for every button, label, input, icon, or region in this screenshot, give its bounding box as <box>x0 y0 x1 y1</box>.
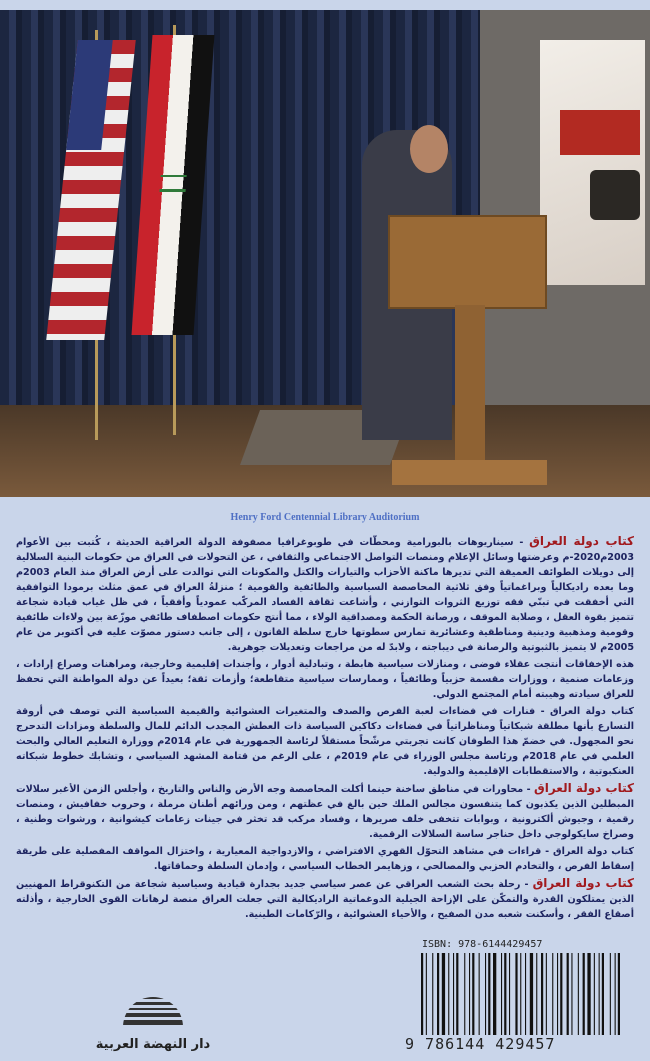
barcode-bar <box>442 953 445 1035</box>
barcode-bar <box>530 953 533 1035</box>
barcode-bar <box>567 953 569 1035</box>
barcode-bar <box>557 953 558 1035</box>
barcode-bar <box>488 953 490 1035</box>
barcode-bar <box>504 953 506 1035</box>
barcode-bar <box>552 953 553 1035</box>
cover-photo <box>0 10 650 497</box>
barcode-bar <box>509 953 510 1035</box>
barcode-bar <box>536 953 537 1035</box>
podium <box>388 215 547 309</box>
barcode-bar <box>421 953 423 1035</box>
barcode-bar <box>472 953 474 1035</box>
barcode-bar <box>437 953 439 1035</box>
barcode-bar <box>560 953 562 1035</box>
barcode-icon <box>419 953 624 1035</box>
paragraph <box>16 657 634 702</box>
barcode-bar <box>493 953 496 1035</box>
barcode-bar <box>525 953 526 1035</box>
barcode-bar <box>469 953 470 1035</box>
top-margin <box>0 0 650 10</box>
podium-base <box>392 460 547 485</box>
barcode-bar <box>615 953 616 1035</box>
barcode-bar <box>587 953 590 1035</box>
paragraph-text: هذه الإخفاقات أنتجت عقلاء فوضى ، ومنازلات سياسية هابطة ، وتبادلية أدوار ، وأجندات إقليمية وخارجية، ومراهنات وصراع إرادات ، وزعامات صنمية ، ووزارات مقسمة حزبياً وطائفياً ، وممارسات سياسية متقاطعة؛ وأزمات ثقة؛ بعيداً عن دولة المواطنة التي تحفظ للعراق سيادته وهيبته أمام المجتمع الدولي. <box>16 659 634 700</box>
barcode-bar <box>583 953 585 1035</box>
barcode-bar <box>453 953 454 1035</box>
projection-screen <box>540 40 645 285</box>
podium-stand <box>455 305 485 470</box>
back-cover-text <box>16 534 634 922</box>
paragraph <box>16 876 634 922</box>
barcode-bar <box>618 953 620 1035</box>
paragraph-lead: كتاب دولة العراق <box>529 534 634 548</box>
barcode-bar <box>610 953 611 1035</box>
paragraph-text: - سيناريوهات بالبورامية ومحطّات في طوبوغرافيا مصفوفة الدولة العراقية الحديثة ، كُتبت بين الأعوام 2003م2020-م وعرضتها وسائل الإعلام ومنصات التواصل الاجتماعي والثقافي ، عن التحولات في العراق من حكومات البنية السلالية إلى دويلات الطوائف العميقة التي تديرها ماكنة الأحزاب والتيارات والكتل والمكونات التي توالدت على أرض العراق منذ العام 2003م وما بعده راديكالياً وبراغماتياً وفق ثلاثية المحاصصة السياسية والطائفية والقومية ؛ منزلةُ العراق في عمق مثلث برمودا التوافقية التي أخفقت في تبنّي فقه توزيع الثروات التوازني ، وأشاعت ثقافة الفساد المركّب عمودياً وأفقياً ، في ظل غياب قيادة شجاعة تتميز بقوة العقل ، وصلابة الموقف ، ورصانة الحكمة ومصداقية الولاء ، مما أنتج حكومات اصطفاف طائفي موزّعة بين ولاءات طائفية وقومية ومذهبية ودينية ومناطقية وعشائرية تمارس سطوتها خارج سلطة القانون ، إلى جانب دستور مصوّت عليه في أكتوبر من عام 2005م لا يتميز بالثبوتية والرصانة في ديباجته ، ولابدّ له من مراجعات وتعديلات جوهرية. <box>16 537 634 653</box>
barcode-number: 9 786144 429457 <box>405 1035 556 1053</box>
speaker-head <box>410 125 448 173</box>
barcode-bar <box>599 953 600 1035</box>
barcode-bar <box>602 953 604 1035</box>
paragraph <box>16 704 634 779</box>
barcode-bar <box>464 953 465 1035</box>
isbn-label: ISBN: 978-6144429457 <box>422 939 543 950</box>
publisher-block <box>95 987 211 1053</box>
barcode-bar <box>456 953 458 1035</box>
photo-caption: Henry Ford Centennial Library Auditorium <box>230 512 420 523</box>
paragraph <box>16 844 634 874</box>
barcode-bar <box>501 953 502 1035</box>
barcode-bar <box>546 953 547 1035</box>
barcode-bar <box>520 953 521 1035</box>
barcode-bar <box>571 953 572 1035</box>
barcode-bar <box>515 953 517 1035</box>
isbn-block <box>405 938 625 1053</box>
paragraph <box>16 534 634 655</box>
barcode-bar <box>479 953 480 1035</box>
barcode-bar <box>578 953 579 1035</box>
paragraph-text: - محاورات في مناطق ساخنة حينما أكلت المحاصصة وجه الأرض والناس والتاريخ ، وأجلس الزمن الأغبر سلالات المبطلين الذين يكذبون كما يتنفسون مجالس الملك حين بالغ في عظتهم ، ومن ورائهم أطنان مرملة ، وحروب خفافيش ، ومنصات رقمية ، وجيوش ألكترونية ، وبوابات تتخفى خلف صريرها ، وفساد مركب قد تخثر في جينات زعامات كيشوانية ، ورشوات وطنية ، وصراخ سايكولوجي داخل حناجر ساسة السلالات الرقمية. <box>16 784 634 840</box>
publisher-name: دار النهضة العربية <box>95 1037 211 1052</box>
paragraph-text: كتاب دولة العراق - قراءات في مشاهد التحوّل القهري الافتراضي ، والازدواجية المعيارية ، واختزال المواقف المفصلية على طريقة إسقاط الفرص ، والتخادم الحزبي والمصالحي ، وزهايمر الخطاب السياسي ، وإدمان السلطة وحماقاتها. <box>16 846 634 872</box>
publisher-logo-icon <box>120 987 186 1033</box>
barcode-bar <box>541 953 543 1035</box>
paragraph <box>16 781 634 842</box>
paragraph-text: - رحلة بحث الشعب العراقي عن عصر سياسي جديد بجدارة قيادية وسياسية شجاعة من التكنوقراط المهنيين الذين يمتلكون القدرة والتمكّن على الإزاحة الجيلية الدوغماتية الراديكالية التي جعلت العراق منصة لرهانات القوى الخارجية ، وأذلته أصقاع الفقر ، وأسكنت شعبه مدن الصفيح ، والأحياء العشوائية ، والرّكامات الطينية. <box>16 879 634 920</box>
paragraph-lead: كتاب دولة العراق <box>534 781 634 795</box>
paragraph-text: كتاب دولة العراق - فنارات في فضاءات لعبة الفرص والصدف والمتغيرات العشوائية والقيمية السياسية التي توصف في أروقة التسارع بأنها مطلقة شبكاتياً ومناظراتياً في فضاءات دكاكين السياسة ذات العطش المجدب الدائم للمال والسلطة ومزادات التدحرج نحو المجهول. في خضمّ هذا الطوفان كانت تجربتي مرشّحاً مستقلاً لرئاسة الجمهورية في عام 2014م ووزارة التعليم العالي والبحث العلمي في عام 2018م ورئاسة مجلس الوزراء في عام 2019م ، على الرغم من قتامة المشهد السياسي ، وتشابك خطوط شبكاته العنكبوتية ، والاستقطابات الإقليمية والدولية. <box>16 706 635 777</box>
barcode-bar <box>426 953 427 1035</box>
cover-footer <box>0 924 650 1061</box>
barcode-bar <box>448 953 449 1035</box>
barcode-bar <box>432 953 433 1035</box>
barcode-bar <box>485 953 486 1035</box>
barcode-bar <box>594 953 595 1035</box>
paragraph-lead: كتاب دولة العراق <box>532 876 634 890</box>
